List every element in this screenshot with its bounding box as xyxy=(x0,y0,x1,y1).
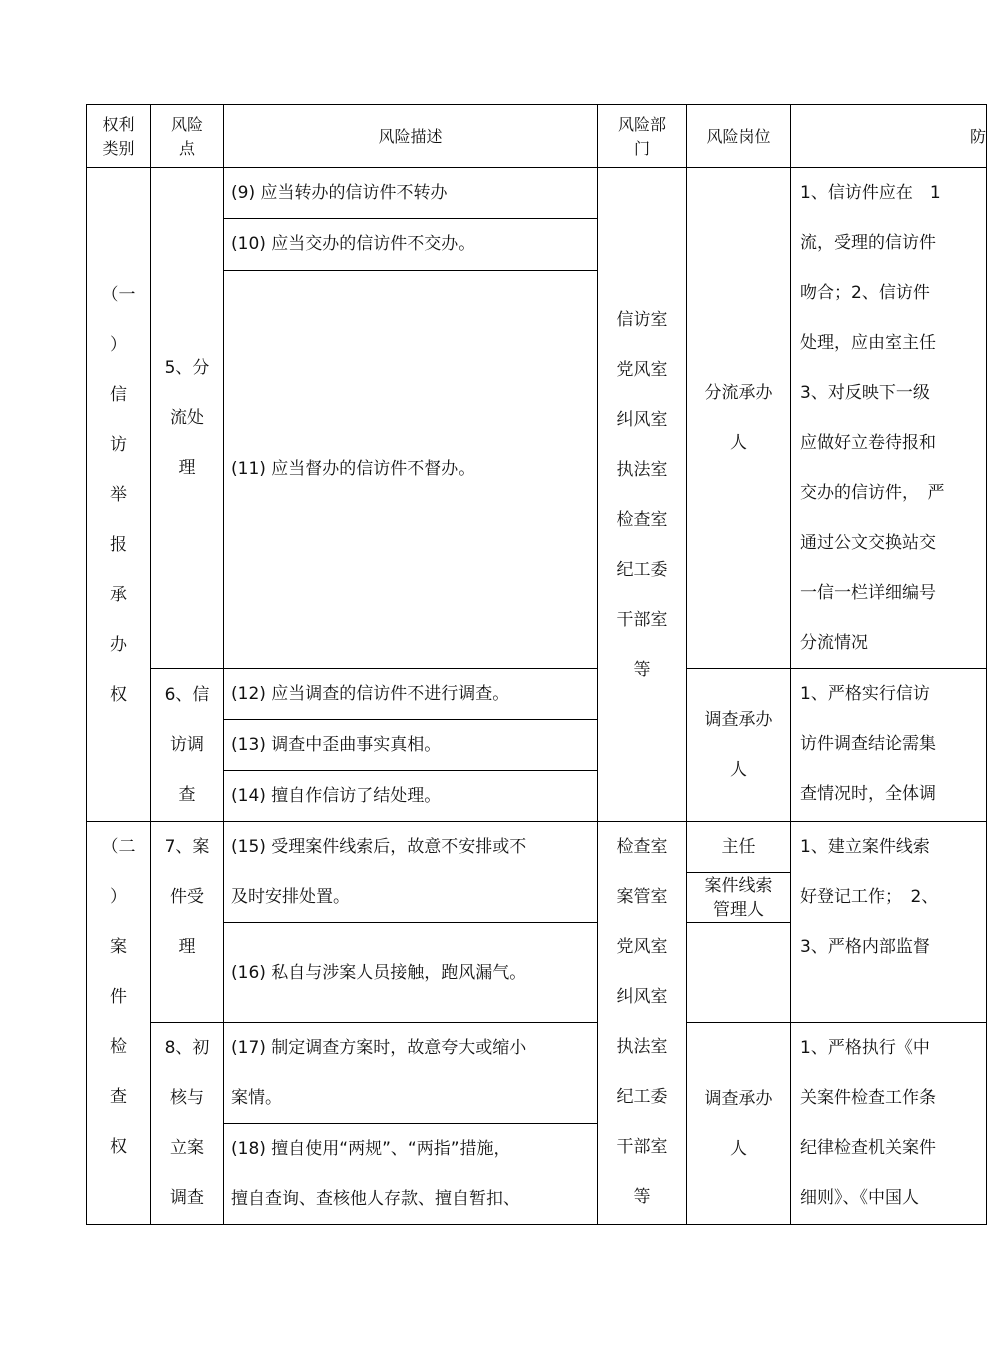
department-section1: 信访室 党风室 纠风室 执法室 检查室 纪工委 干部室 等 xyxy=(598,168,687,822)
position-7b xyxy=(687,923,791,1023)
risk-point-7: 7、案 件受 理 xyxy=(151,822,224,1023)
risk-desc-10: (10) 应当交办的信访件不交办。 xyxy=(224,219,598,270)
header-row xyxy=(87,105,987,168)
risk-desc-13: (13) 调查中歪曲事实真相。 xyxy=(224,720,598,771)
risk-desc-16: (16) 私自与涉案人员接触，跑风漏气。 xyxy=(224,923,598,1023)
position-5: 分流承办 人 xyxy=(687,168,791,669)
header-description: 风险描述 xyxy=(224,105,598,168)
risk-table xyxy=(86,104,987,1225)
category-section1: （一 ） 信 访 举 报 承 办 权 xyxy=(87,168,151,822)
risk-desc-11: (11) 应当督办的信访件不督办。 xyxy=(224,270,598,668)
prevention-8: 1、严格执行《中 关案件检查工作条 纪律检查机关案件 细则》、《中国人 xyxy=(791,1023,987,1225)
prevention-5: 1、信访件应在 1 流，受理的信访件 吻合；2、信访件 处理，应由室主任 3、对反映下一级 应做好立卷待报和 交办的信访件， 严 通过公文交换站交 一信一栏详细编号 分流情况 xyxy=(791,168,987,669)
position-7a: 主任 案件线索 管理人 xyxy=(687,822,791,923)
department-section2: 检查室 案管室 党风室 纠风室 执法室 纪工委 干部室 等 xyxy=(598,822,687,1225)
position-8: 调查承办 人 xyxy=(687,1023,791,1225)
risk-desc-9: (9) 应当转办的信访件不转办 xyxy=(224,168,598,219)
risk-point-8: 8、初 核与 立案 调查 xyxy=(151,1023,224,1225)
position-6: 调查承办 人 xyxy=(687,669,791,822)
prevention-7: 1、建立案件线索 好登记工作； 2、 3、严格内部监督 xyxy=(791,822,987,1023)
risk-desc-17: (17) 制定调查方案时，故意夸大或缩小 案情。 xyxy=(224,1023,598,1124)
header-position: 风险岗位 xyxy=(687,105,791,168)
category-section2: （二 ） 案 件 检 查 权 xyxy=(87,822,151,1225)
risk-point-5: 5、分 流处 理 xyxy=(151,168,224,669)
header-risk-point: 风险 点 xyxy=(151,105,224,168)
header-category: 权利 类别 xyxy=(87,105,151,168)
risk-desc-15: (15) 受理案件线索后，故意不安排或不 及时安排处置。 xyxy=(224,822,598,923)
header-prevention: 防 xyxy=(791,105,987,168)
risk-desc-12: (12) 应当调查的信访件不进行调查。 xyxy=(224,669,598,720)
prevention-6: 1、严格实行信访 访件调查结论需集 查情况时，全体调 xyxy=(791,669,987,822)
risk-desc-18: (18) 擅自使用“两规”、“两指”措施， 擅自查询、查核他人存款、擅自暂扣、 xyxy=(224,1124,598,1225)
risk-point-6: 6、信 访调 查 xyxy=(151,669,224,822)
risk-desc-14: (14) 擅自作信访了结处理。 xyxy=(224,771,598,822)
header-department: 风险部 门 xyxy=(598,105,687,168)
